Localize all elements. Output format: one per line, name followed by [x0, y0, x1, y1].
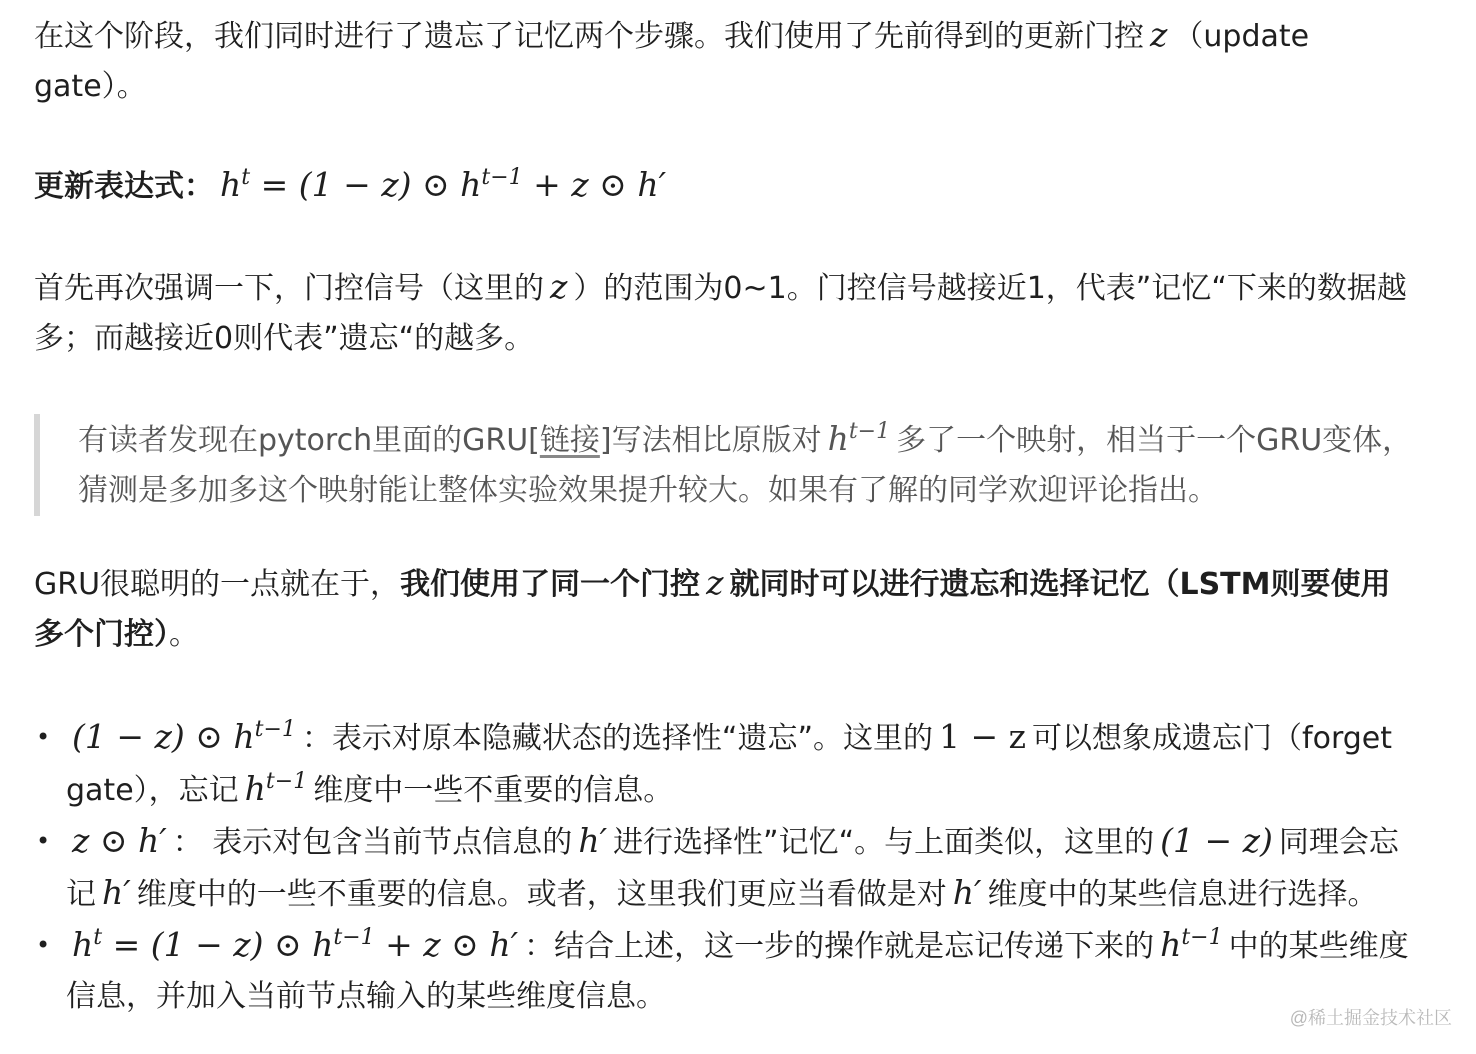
update-expression	[34, 160, 1414, 212]
quote-math	[822, 419, 897, 458]
item1-math-b: 1 − z	[939, 717, 1027, 756]
item1-text-a: ：表示对原本隐藏状态的选择性“遗忘”。这里的	[301, 721, 934, 756]
update-formula	[214, 165, 672, 204]
item3-math-a2-sup: t−1	[333, 925, 375, 950]
quote-math-sup: t−1	[848, 419, 891, 444]
bullet-dot-icon: •	[36, 931, 51, 959]
item2-text-d: 维度中的一些不重要的信息。或者，这里我们更应当看做是对	[136, 877, 947, 912]
item3-math-a2: = (1 − z) ⊙ h	[102, 925, 334, 964]
gru-clever-tail: 。	[169, 617, 199, 652]
math-z: z	[1150, 15, 1168, 54]
quote-pre: 有读者发现在pytorch里面的GRU[	[78, 423, 540, 458]
formula-mid: = (1 − z) ⊙ h	[250, 165, 482, 204]
gru-clever-bold-pre: 我们使用了同一个门控	[400, 567, 701, 602]
item1-text-c: 维度中一些不重要的信息。	[313, 773, 674, 808]
intro-text: 在这个阶段，我们同时进行了遗忘了记忆两个步骤。我们使用了先前得到的更新门控	[34, 19, 1144, 54]
gate-range-post: ）的范围为0~1。门控信号越接近1，代表”记忆“下来的数据越多；而越接近0则代表”遗忘“的越多。	[34, 271, 1407, 356]
item1-math-a-sup: t−1	[254, 717, 296, 742]
quote-math-h: h	[827, 419, 849, 458]
item3-text-a: ：结合上述，这一步的操作就是忘记传递下来的	[524, 929, 1155, 964]
list-item	[34, 920, 1414, 1022]
item2-math-d: h′	[102, 873, 131, 912]
math-z: z	[550, 267, 568, 306]
item3-math-b-base: h	[1160, 925, 1182, 964]
gru-clever-pre: GRU很聪明的一点就在于，	[34, 567, 401, 602]
item1-math-c-sup: t−1	[265, 769, 308, 794]
site-watermark: @稀土掘金技术社区	[1289, 1008, 1452, 1028]
formula-sup-t: t	[241, 165, 251, 190]
gate-range-pre: 首先再次强调一下，门控信号（这里的	[34, 271, 544, 306]
formula-h: h	[220, 165, 242, 204]
item3-text-b: 中的某些维度信息，并加入当前节点输入的某些维度信息。	[66, 929, 1409, 1014]
item2-math-e: h′	[952, 873, 982, 912]
formula-sup-t-1: t−1	[481, 165, 523, 190]
item2-text-c: 同理会忘记	[66, 825, 1399, 912]
item2-math-a: z ⊙ h′	[72, 821, 167, 860]
gate-range-paragraph	[34, 262, 1414, 364]
intro-paragraph	[34, 10, 1414, 112]
item3-math-a-sup: t	[93, 925, 103, 950]
item2-text-e: 维度中的某些信息进行选择。	[987, 877, 1378, 912]
item1-text-b: 可以想象成遗忘门（forget gate），忘记	[66, 721, 1393, 808]
article-body	[34, 10, 1414, 1022]
item3-math-b-sup: t−1	[1181, 925, 1223, 950]
quote-link[interactable]: 链接	[539, 423, 600, 458]
gru-clever-paragraph	[34, 558, 1414, 660]
reader-note-quote	[34, 414, 1414, 516]
item2-math-c: (1 − z)	[1160, 821, 1273, 860]
item1-math-c-base: h	[244, 769, 266, 808]
gru-clever-bold-post: 就同时可以进行遗忘和选择记忆（LSTM则要使用多个门控）	[34, 567, 1391, 652]
formula-tail: + z ⊙ h′	[522, 165, 667, 204]
update-expression-label: 更新表达式：	[34, 169, 214, 204]
item3-math-a	[66, 925, 524, 964]
quote-post: 多了一个映射，相当于一个GRU变体，猜测是多加多这个映射能让整体实验效果提升较大。如果有了解的同学欢迎评论指出。	[78, 423, 1413, 508]
intro-tail: （update gate）。	[34, 19, 1310, 104]
item1-math-a	[66, 717, 302, 756]
list-item	[34, 816, 1414, 920]
item2-math-b: h′	[578, 821, 608, 860]
list-item	[34, 712, 1414, 816]
item3-math-a3: + z ⊙ h′	[374, 925, 519, 964]
bullet-dot-icon: •	[36, 723, 51, 751]
item1-math-c	[239, 769, 314, 808]
math-z: z	[706, 563, 724, 602]
item3-math-a-base: h	[72, 925, 94, 964]
item1-math-a-base: (1 − z) ⊙ h	[72, 717, 255, 756]
item2-text-b: 进行选择性”记忆“。与上面类似，这里的	[613, 825, 1155, 860]
item3-math-b	[1154, 925, 1229, 964]
bullet-dot-icon: •	[36, 827, 51, 855]
item2-text-a: ： 表示对包含当前节点信息的	[172, 825, 573, 860]
explanation-list	[34, 712, 1414, 1022]
quote-mid: ]写法相比原版对	[599, 423, 822, 458]
